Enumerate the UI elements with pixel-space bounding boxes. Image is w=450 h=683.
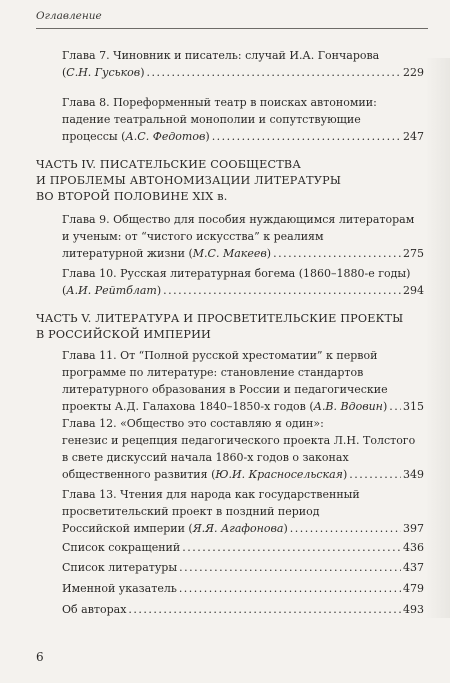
part-heading-line: В РОССИЙСКОЙ ИМПЕРИИ [36, 328, 211, 341]
entry-line: генезис и рецепция педагогического проекта Л.Н. Толстого [62, 434, 416, 447]
entry-author: С.Н. Гуськов [66, 66, 141, 79]
part-heading-line: ЧАСТЬ IV. ПИСАТЕЛЬСКИЕ СООБЩЕСТВА [36, 158, 302, 171]
page-edge-shadow [425, 58, 450, 618]
toc-entry-chapter-10[interactable] [62, 265, 424, 299]
leader-dots [182, 539, 401, 556]
entry-last-line [62, 64, 424, 81]
entry-page-number: 397 [403, 522, 424, 535]
entry-text: ) [205, 130, 210, 143]
toc-entry-chapter-9[interactable] [62, 211, 424, 262]
entry-author: А.С. Федотов [125, 130, 206, 143]
toc-entry-chapter-12[interactable] [62, 415, 424, 483]
leader-dots [212, 128, 401, 145]
leader-dots [179, 559, 401, 576]
entry-text: ) [283, 522, 288, 535]
part-heading-line: И ПРОБЛЕМЫ АВТОНОМИЗАЦИИ ЛИТЕРАТУРЫ [36, 174, 342, 187]
leader-dots [147, 64, 402, 81]
entry-page-number: 436 [403, 541, 424, 554]
leader-dots [389, 398, 401, 415]
entry-line: и ученым: от “чистого искусства” к реалиям [62, 230, 324, 243]
leader-dots [128, 601, 401, 618]
toc-entry-about-authors[interactable] [62, 601, 424, 618]
entry-text: проекты А.Д. Галахова 1840–1850-х годов ( [62, 400, 314, 413]
entry-text: Именной указатель [62, 582, 177, 595]
entry-text: ) [266, 247, 272, 260]
part-heading-4 [36, 157, 428, 205]
entry-last-line [62, 466, 424, 483]
toc-entry-name-index[interactable] [62, 580, 424, 597]
entry-line: в свете дискуссий начала 1860-х годов о законах [62, 451, 349, 464]
entry-line: Глава 11. От “Полной русской хрестоматии” к первой [62, 349, 378, 362]
entry-text: общественного развития ( [62, 468, 216, 481]
entry-line: программе по литературе: становление стандартов [62, 366, 364, 379]
entry-line: Глава 8. Пореформенный театр в поисках автономии: [62, 96, 377, 109]
leader-dots [290, 520, 401, 537]
entry-last-line [62, 559, 424, 576]
entry-page-number: 479 [403, 582, 424, 595]
entry-last-line [62, 128, 424, 145]
running-head: Оглавление [36, 10, 102, 22]
entry-last-line [62, 539, 424, 556]
toc-entry-chapter-7[interactable] [62, 47, 424, 81]
entry-text: Российской империи ( [62, 522, 193, 535]
leader-dots [273, 245, 401, 262]
entry-page-number: 493 [403, 603, 424, 616]
entry-text: Список литературы [62, 561, 178, 574]
entry-page-number: 437 [403, 561, 424, 574]
entry-last-line [62, 398, 424, 415]
entry-line: падение театральной монополии и сопутствующие [62, 113, 361, 126]
entry-text: литературной жизни ( [62, 247, 193, 260]
entry-line: Глава 10. Русская литературная богема (1860–1880-е годы) [62, 267, 411, 280]
toc-entry-bibliography[interactable] [62, 559, 424, 576]
entry-author: М.С. Макеев [192, 247, 267, 260]
entry-page-number: 315 [403, 400, 424, 413]
header-rule [36, 28, 428, 29]
entry-author: Я.Я. Агафонова [192, 522, 284, 535]
entry-line: Глава 13. Чтения для народа как государственный [62, 488, 360, 501]
entry-line: Глава 7. Чиновник и писатель: случай И.А. Гончарова [62, 49, 380, 62]
entry-line: просветительский проект в поздний период [62, 505, 320, 518]
entry-line: Глава 12. «Общество это составляю я один»: [62, 417, 324, 430]
part-heading-5 [36, 311, 428, 343]
entry-page-number: 349 [403, 468, 424, 481]
leader-dots [349, 466, 401, 483]
entry-text: ) [156, 284, 162, 297]
part-heading-line: ЧАСТЬ V. ЛИТЕРАТУРА И ПРОСВЕТИТЕЛЬСКИЕ ПРОЕКТЫ [36, 312, 404, 325]
entry-text: ) [382, 400, 388, 413]
toc-entry-chapter-8[interactable] [62, 94, 424, 145]
entry-line: Глава 9. Общество для пособия нуждающимся литераторам [62, 213, 415, 226]
entry-author: Ю.И. Красносельская [215, 468, 343, 481]
entry-page-number: 275 [403, 247, 424, 260]
leader-dots [179, 580, 401, 597]
entry-page-number: 247 [403, 130, 424, 143]
entry-text: ( [62, 284, 67, 297]
toc-entry-chapter-11[interactable] [62, 347, 424, 415]
part-heading-line: ВО ВТОРОЙ ПОЛОВИНЕ XIX в. [36, 190, 228, 203]
toc-entry-abbreviations[interactable] [62, 539, 424, 556]
entry-text: ( [62, 66, 67, 79]
toc-entry-chapter-13[interactable] [62, 486, 424, 537]
entry-page-number: 294 [403, 284, 424, 297]
entry-last-line [62, 580, 424, 597]
page-number: 6 [36, 650, 44, 664]
entry-text: Список сокращений [62, 541, 181, 554]
entry-last-line [62, 245, 424, 262]
entry-text: ) [140, 66, 145, 79]
entry-last-line [62, 282, 424, 299]
entry-line: литературного образования в России и педагогические [62, 383, 388, 396]
entry-text: Об авторах [62, 603, 127, 616]
entry-text: процессы ( [62, 130, 126, 143]
entry-page-number: 229 [403, 66, 424, 79]
entry-last-line [62, 601, 424, 618]
entry-text: ) [342, 468, 348, 481]
leader-dots [163, 282, 401, 299]
entry-author: А.В. Вдовин [313, 400, 383, 413]
entry-author: А.И. Рейтблат [66, 284, 157, 297]
entry-last-line [62, 520, 424, 537]
